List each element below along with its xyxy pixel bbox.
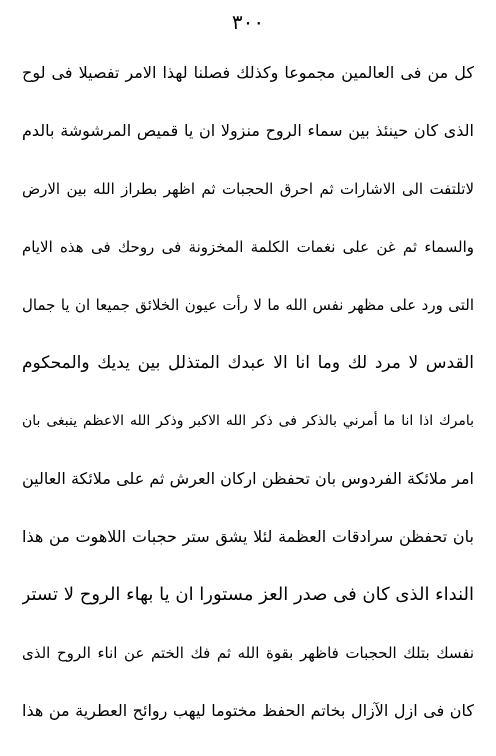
page-number: ٣٠٠ [231, 10, 265, 34]
text-line: نفسك بتلك الحجبات فاظهر بقوة الله ثم فك الختم عن اناء الروح الذى [22, 644, 474, 662]
text-line: امر ملائكة الفردوس بان تحفظن اركان العرش ثم على ملائكة العالين [22, 469, 474, 488]
text-line: القدس لا مرد لك وما انا الا عبدك المتذلل بين يديك والمحكوم [22, 353, 474, 373]
text-line: بان تحفظن سرادقات العظمة لئلا يشق ستر حجبات اللاهوت من هذا [22, 527, 474, 546]
text-line: لاتلتفت الى الاشارات ثم احرق الحجبات ثم اظهر بطراز الله بين الارض [22, 180, 474, 198]
text-line: والسماء ثم غن على نغمات الكلمة المخزونة فى روحك فى هذه الايام [22, 238, 474, 256]
text-line: الذى كان حينئذ بين سماء الروح منزولا ان يا قميص المرشوشة بالدم [22, 121, 474, 140]
text-line: النداء الذى كان فى صدر العز مستورا ان يا بهاء الروح لا تستر [22, 584, 474, 605]
text-line: التى ورد على مظهر نفس الله ما لا رأت عيون الخلائق جميعا ان يا جمال [22, 296, 474, 314]
text-line: كل من فى العالمين مجموعا وكذلك فصلنا لهذا الامر تفصيلا فى لوح [22, 63, 474, 82]
text-line: بامرك اذا انا ما أمرني بالذكر فى ذكر الله الاكبر وذكر الله الاعظم ينبغى بان [22, 413, 474, 429]
text-line: كان فى ازل الآزال بخاتم الحفظ مختوما ليهب روائح العطرية من هذا [22, 701, 474, 720]
arabic-text-block [22, 44, 474, 740]
